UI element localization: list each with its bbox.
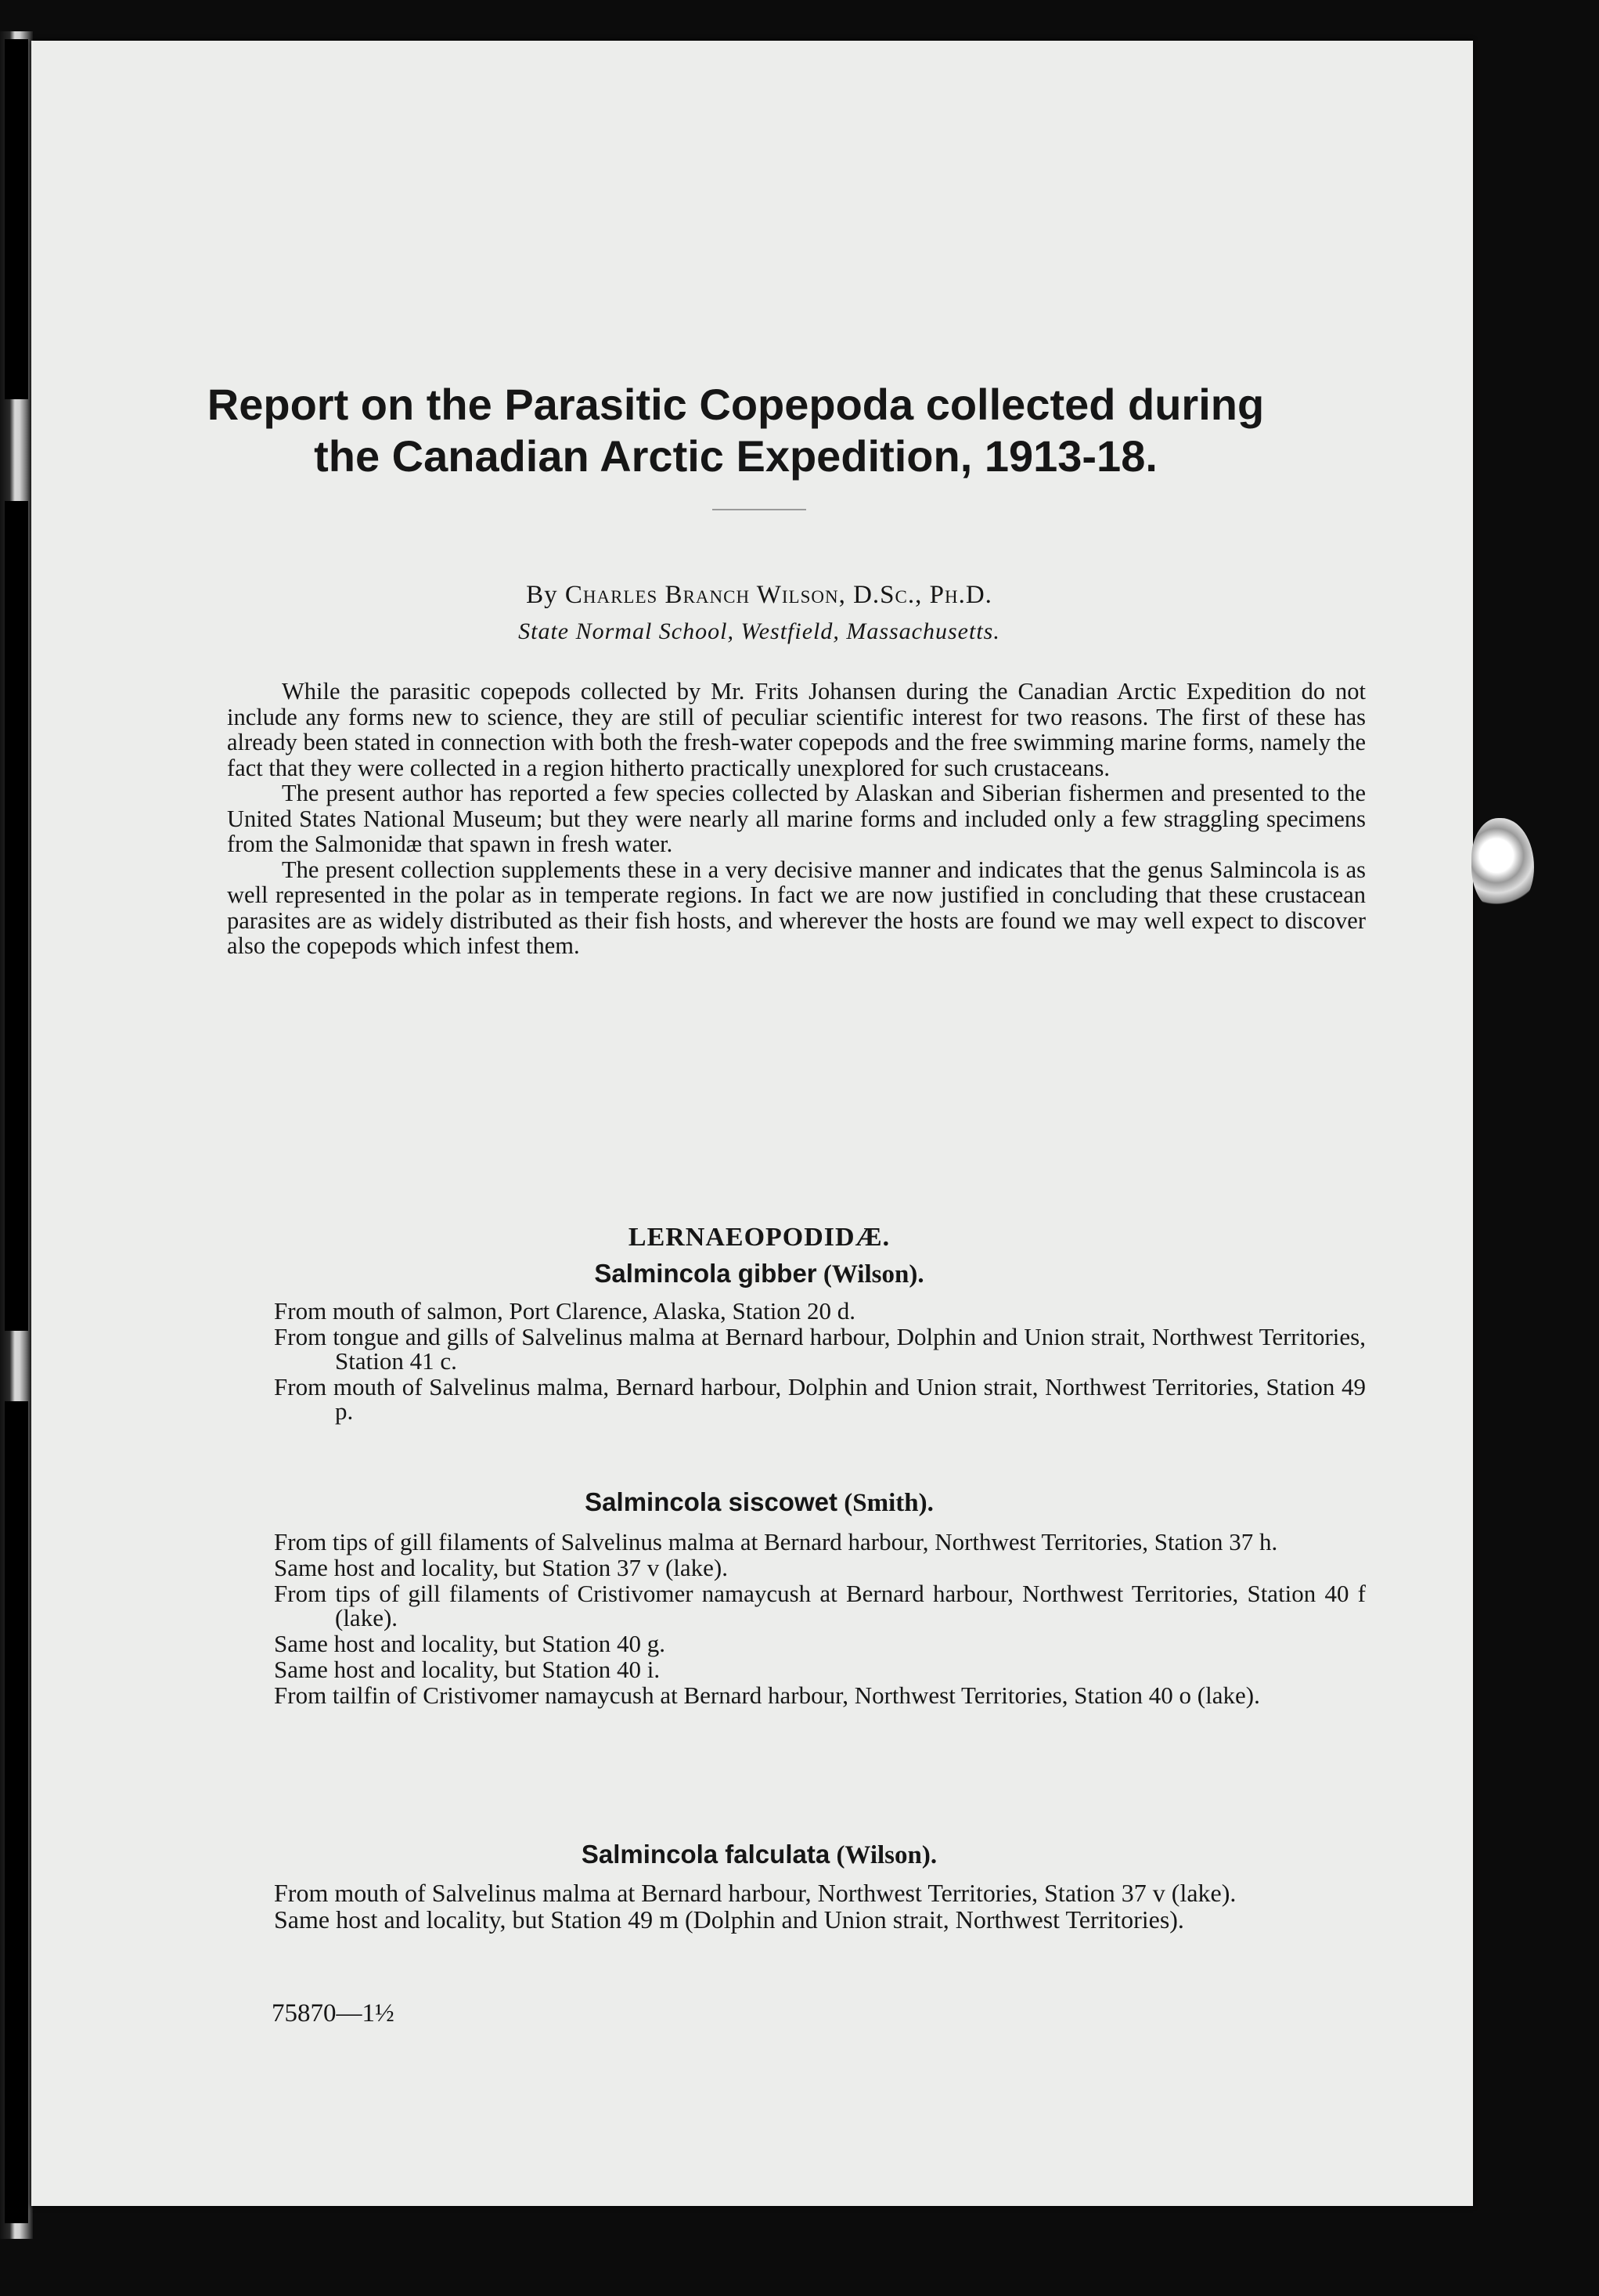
title-rule [712,509,806,510]
intro-paragraph: The present collection supplements these in a very decisive manner and indicates that the genus Salmincola is as well represented in the polar as in temperate regions. In fact we are now justified in concluding that these crustacean parasites are as widely distributed as their fish hosts, and wherever the hosts are found we may well expect to discover also the copepods which infest them. [227,856,1366,959]
record-entry: From mouth of Salvelinus malma, Bernard harbour, Dolphin and Union strait, Northwest Territories, Station 49 p. [274,1373,1366,1425]
species-name: Salmincola falculata [581,1840,830,1869]
record-entry: From tailfin of Cristivomer namaycush at Bernard harbour, Northwest Territories, Station 40 o (lake). [274,1681,1260,1709]
document-title [125,379,1346,482]
author-affiliation: State Normal School, Westfield, Massachusetts. [518,618,1000,644]
byline-prefix: By [526,581,558,609]
species-authority: (Wilson). [823,1260,924,1289]
byline [149,581,1370,610]
title-line-1: Report on the Parasitic Copepoda collected during [207,380,1265,429]
record-entry: Same host and locality, but Station 40 g. [274,1630,665,1657]
record-list [274,1299,1366,1425]
record-entry: From mouth of salmon, Port Clarence, Alaska, Station 20 d. [274,1297,856,1325]
species-authority: (Smith). [844,1489,934,1517]
record-entry: From tongue and gills of Salvelinus malma at Bernard harbour, Dolphin and Union strait, Northwest Territories, Station 41 c. [274,1323,1366,1375]
binding-edge [0,31,33,2239]
intro-paragraph: While the parasitic copepods collected by Mr. Frits Johansen during the Canadian Arctic Expedition do not include any forms new to science, they are still of peculiar scientific interest for two reasons. The first of these has already been stated in connection with both the fresh-water copepods and the free swimming marine forms, namely the fact that they were collected in a region hitherto practically unexplored for such crustaceans. [227,678,1366,781]
species-authority: (Wilson). [836,1841,938,1869]
species-heading [149,1259,1370,1289]
species-name: Salmincola siscowet [585,1487,837,1516]
species-heading [149,1840,1370,1870]
title-line-2: the Canadian Arctic Expedition, 1913-18. [314,431,1158,481]
page-damage-spot [1471,818,1534,912]
binding-mark [5,39,28,399]
signature-mark: 75870—1½ [272,1999,394,2027]
binding-mark [5,1401,28,2223]
introduction [227,679,1366,959]
record-entry: From mouth of Salvelinus malma at Bernard harbour, Northwest Territories, Station 37 v (lake). [274,1879,1237,1907]
family-heading: LERNAEOPODIDÆ. [628,1223,891,1252]
record-list [274,1880,1366,1934]
species-heading [149,1487,1370,1518]
byline-author: Charles Branch Wilson, D.Sc., Ph.D. [564,581,992,609]
record-entry: From tips of gill filaments of Cristivomer namaycush at Bernard harbour, Northwest Territories, Station 40 f (lake). [274,1580,1366,1631]
intro-paragraph: The present author has reported a few species collected by Alaskan and Siberian fishermen and presented to the United States National Museum; but they were nearly all marine forms and included only a few straggling specimens from the Salmonidæ that spawn in fresh water. [227,780,1366,857]
binding-mark [5,501,28,1331]
document-page [31,41,1473,2206]
record-entry: From tips of gill filaments of Salvelinus malma at Bernard harbour, Northwest Territories, Station 37 h. [274,1528,1278,1555]
species-name: Salmincola gibber [594,1259,817,1288]
record-entry: Same host and locality, but Station 49 m (Dolphin and Union strait, Northwest Territories). [274,1905,1184,1934]
record-entry: Same host and locality, but Station 40 i. [274,1656,661,1683]
record-list [274,1530,1366,1709]
record-entry: Same host and locality, but Station 37 v (lake). [274,1554,728,1581]
